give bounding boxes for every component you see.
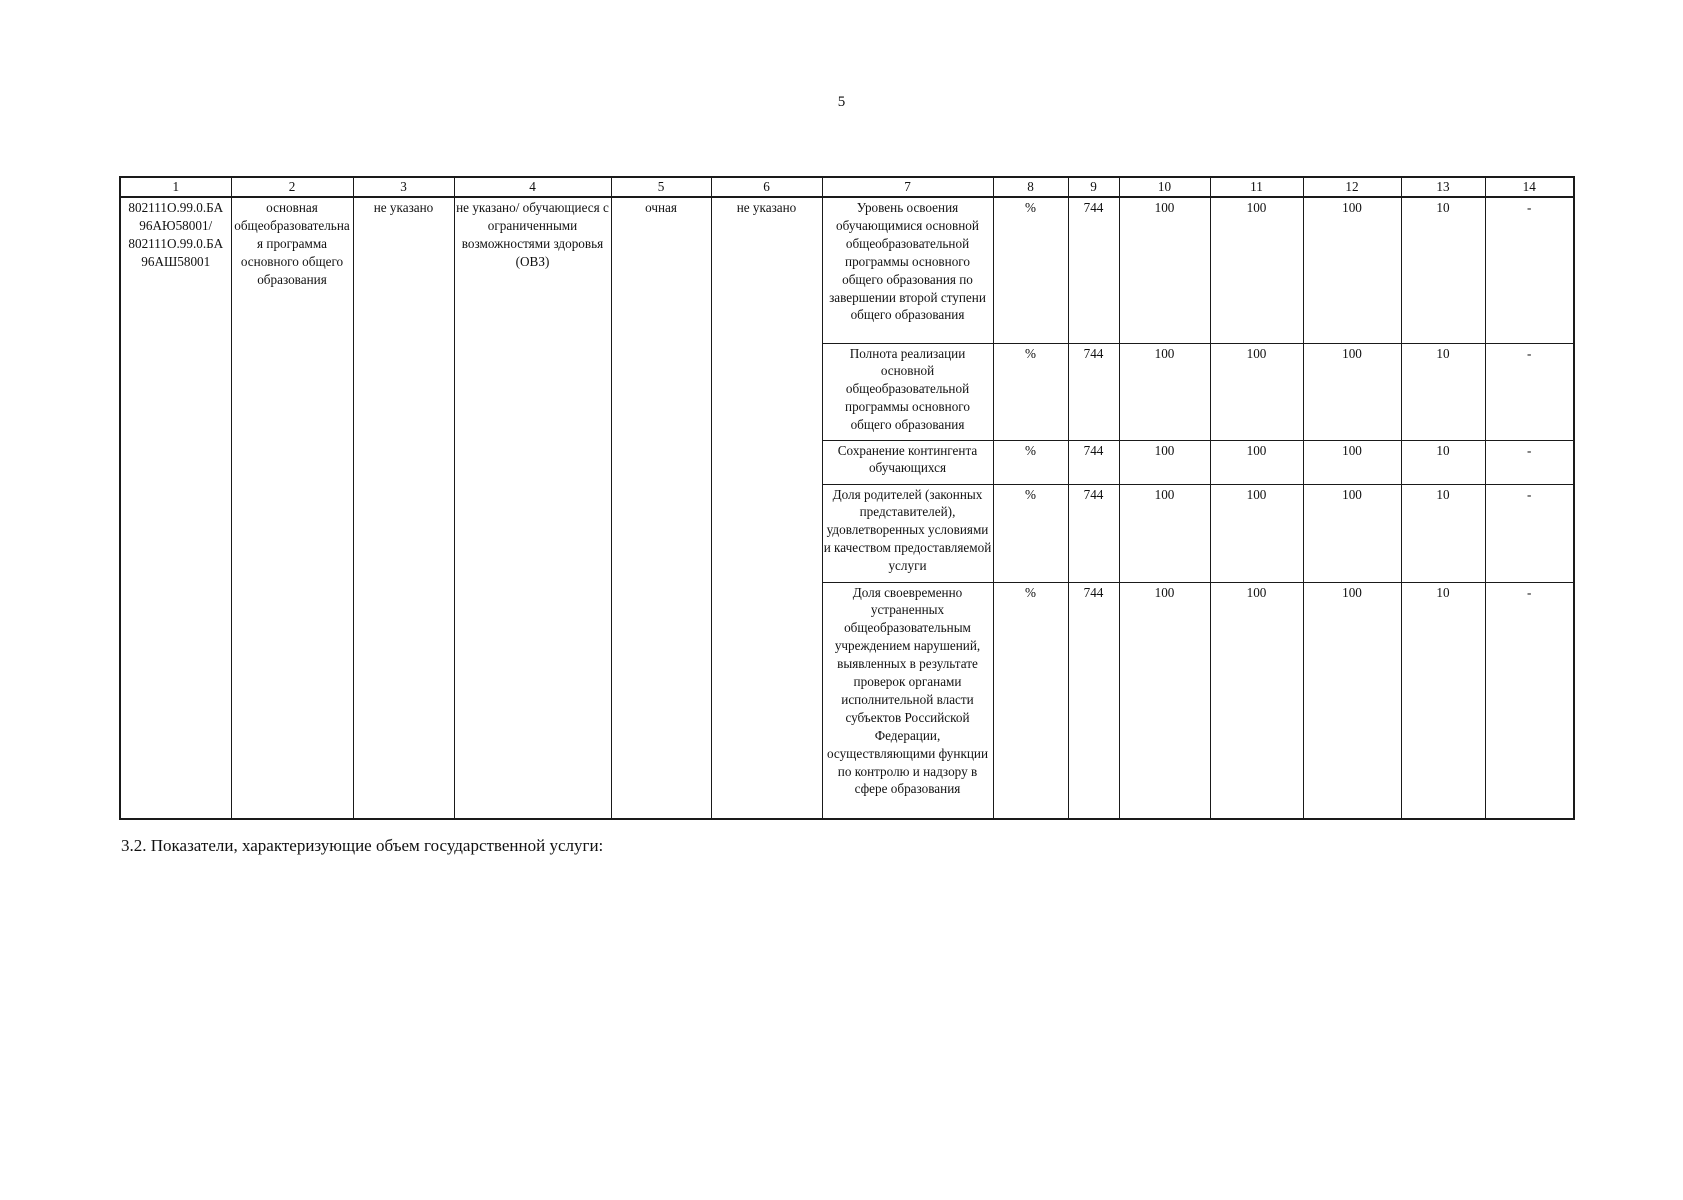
indicator-value-13: 10 xyxy=(1401,484,1485,582)
form-cell: очная xyxy=(611,197,711,819)
indicator-value-10: 100 xyxy=(1119,484,1210,582)
indicator-value-12: 100 xyxy=(1303,440,1401,484)
indicator-value-10: 100 xyxy=(1119,582,1210,819)
indicator-unit: % xyxy=(993,582,1068,819)
column-number: 7 xyxy=(822,177,993,197)
indicator-unit: % xyxy=(993,484,1068,582)
column-number: 12 xyxy=(1303,177,1401,197)
category-cell: не указано/ обучающиеся с ограниченными возможностями здоровья (ОВЗ) xyxy=(454,197,611,819)
column-number: 3 xyxy=(353,177,454,197)
indicator-name: Уровень освоения обучающимися основной общеобразовательной программы основного общего образования по завершении второй ступени общего образования xyxy=(822,197,993,343)
column-number: 11 xyxy=(1210,177,1303,197)
column-number: 8 xyxy=(993,177,1068,197)
indicator-value-12: 100 xyxy=(1303,343,1401,440)
indicator-okei: 744 xyxy=(1068,582,1119,819)
indicator-value-13: 10 xyxy=(1401,582,1485,819)
column-3-cell: не указано xyxy=(353,197,454,819)
indicator-value-14: - xyxy=(1485,582,1574,819)
indicator-value-14: - xyxy=(1485,484,1574,582)
indicator-value-11: 100 xyxy=(1210,440,1303,484)
column-number: 2 xyxy=(231,177,353,197)
indicator-value-14: - xyxy=(1485,343,1574,440)
indicator-okei: 744 xyxy=(1068,484,1119,582)
column-number-row xyxy=(120,177,1574,197)
indicator-value-10: 100 xyxy=(1119,343,1210,440)
indicator-row xyxy=(120,197,1574,343)
indicator-unit: % xyxy=(993,343,1068,440)
indicator-value-11: 100 xyxy=(1210,582,1303,819)
indicator-unit: % xyxy=(993,440,1068,484)
indicator-value-10: 100 xyxy=(1119,197,1210,343)
indicator-value-12: 100 xyxy=(1303,197,1401,343)
column-number: 5 xyxy=(611,177,711,197)
column-number: 9 xyxy=(1068,177,1119,197)
indicator-name: Полнота реализации основной общеобразовательной программы основного общего образования xyxy=(822,343,993,440)
indicator-value-13: 10 xyxy=(1401,440,1485,484)
quality-indicators-table xyxy=(119,176,1575,820)
indicator-name: Доля своевременно устраненных общеобразовательным учреждением нарушений, выявленных в результате проверок органами исполнительной власти субъектов Российской Федерации, осуществляющими функции по контролю и надзору в сфере образования xyxy=(822,582,993,819)
column-6-cell: не указано xyxy=(711,197,822,819)
indicator-okei: 744 xyxy=(1068,343,1119,440)
registry-number-cell: 802111О.99.0.БА 96АЮ58001/ 802111О.99.0.БА 96АШ58001 xyxy=(120,197,231,819)
column-number: 10 xyxy=(1119,177,1210,197)
indicator-value-11: 100 xyxy=(1210,484,1303,582)
indicator-value-14: - xyxy=(1485,440,1574,484)
column-number: 13 xyxy=(1401,177,1485,197)
indicator-name: Доля родителей (законных представителей), удовлетворенных условиями и качеством предоставляемой услуги xyxy=(822,484,993,582)
indicator-name: Сохранение контингента обучающихся xyxy=(822,440,993,484)
section-heading: 3.2. Показатели, характеризующие объем государственной услуги: xyxy=(121,836,604,855)
column-number: 1 xyxy=(120,177,231,197)
column-number: 14 xyxy=(1485,177,1574,197)
column-number: 4 xyxy=(454,177,611,197)
indicator-value-13: 10 xyxy=(1401,343,1485,440)
program-cell: основная общеобразовательная программа основного общего образования xyxy=(231,197,353,819)
indicator-okei: 744 xyxy=(1068,197,1119,343)
indicator-value-11: 100 xyxy=(1210,197,1303,343)
indicator-okei: 744 xyxy=(1068,440,1119,484)
page-number: 5 xyxy=(837,94,846,110)
column-number: 6 xyxy=(711,177,822,197)
indicator-unit: % xyxy=(993,197,1068,343)
indicator-value-14: - xyxy=(1485,197,1574,343)
indicator-value-12: 100 xyxy=(1303,484,1401,582)
indicator-value-12: 100 xyxy=(1303,582,1401,819)
indicator-value-13: 10 xyxy=(1401,197,1485,343)
indicator-value-10: 100 xyxy=(1119,440,1210,484)
indicator-value-11: 100 xyxy=(1210,343,1303,440)
